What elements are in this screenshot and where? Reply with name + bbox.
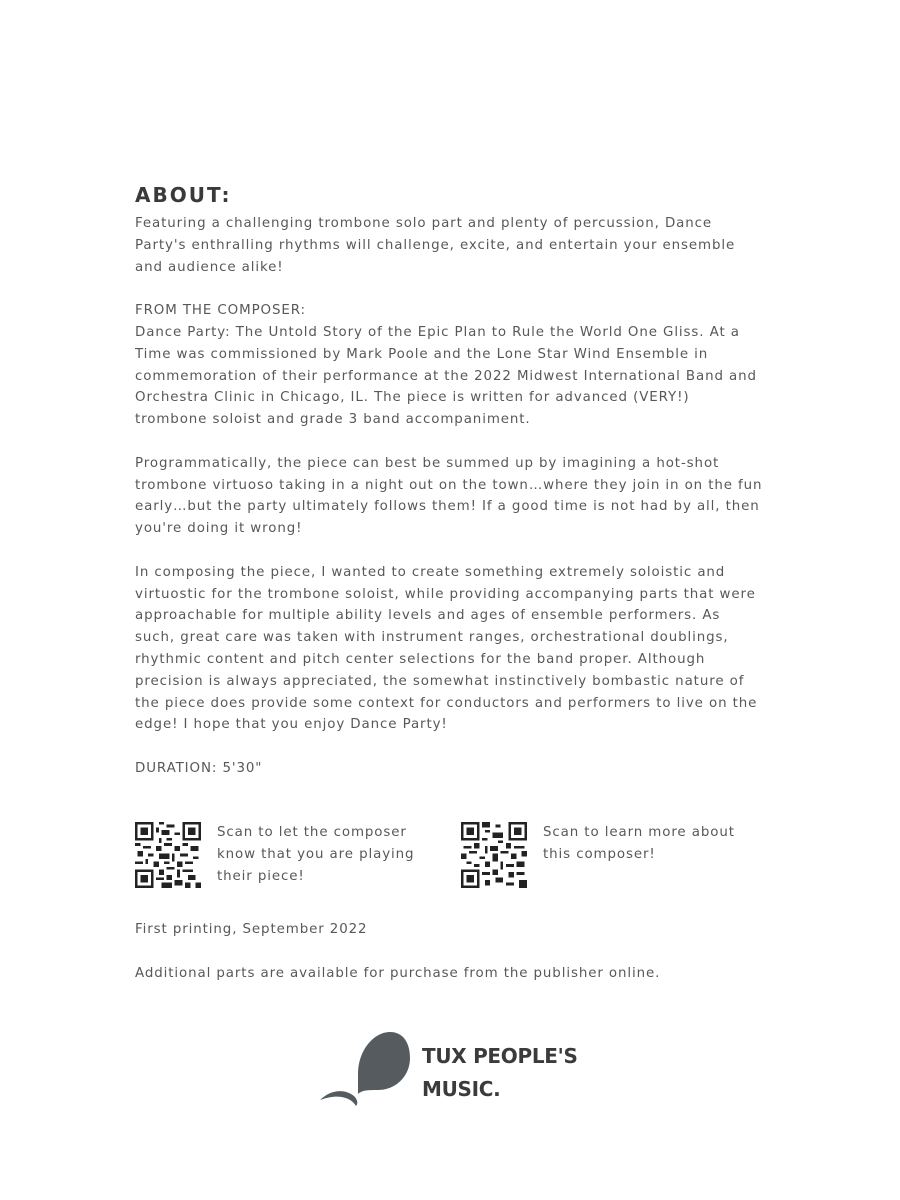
about-heading: ABOUT: bbox=[135, 183, 232, 207]
qr-block-composer-info bbox=[461, 822, 753, 888]
qr-composer-caption: Scan to learn more about this composer! bbox=[543, 825, 735, 862]
qr-feedback-caption: Scan to let the composer know that you are playing their piece! bbox=[217, 825, 415, 884]
additional-parts-note: Additional parts are available for purchase from the publisher online. bbox=[135, 966, 661, 981]
printing-note: First printing, September 2022 bbox=[135, 922, 368, 937]
publisher-logo bbox=[318, 1030, 608, 1110]
publisher-name-line2: MUSIC. bbox=[422, 1077, 501, 1101]
publisher-name-line1: TUX PEOPLE'S bbox=[422, 1044, 578, 1068]
qr-block-feedback bbox=[135, 822, 427, 888]
publisher-logo-icon bbox=[318, 1030, 413, 1110]
publisher-logo-text bbox=[422, 1040, 578, 1106]
composer-label: FROM THE COMPOSER: bbox=[135, 303, 306, 319]
qr-code-feedback-icon[interactable] bbox=[135, 822, 201, 888]
composer-paragraph-3: In composing the piece, I wanted to create something extremely soloistic and virtuostic for the trombone soloist, while providing accompanying parts that were approachable for multiple ability levels and ages of ensemble performers. As such, great care was taken with instrument ranges, orchestrational doublings, rhythmic content and pitch center selections for the band proper. Although precision is always appreciated, the somewhat instinctively bombastic nature of the piece does provide some context for conductors and performers to live on the edge! I hope that you enjoy Dance Party! bbox=[135, 564, 758, 733]
qr-codes-row bbox=[135, 822, 765, 892]
composer-paragraph-1: Dance Party: The Untold Story of the Epic Plan to Rule the World One Gliss. At a Time was commissioned by Mark Poole and the Lone Star Wind Ensemble in commemoration of their performance at the 2022 Midwest International Band and Orchestra Clinic in Chicago, IL. The piece is written for advanced (VERY!) trombone soloist and grade 3 band accompaniment. bbox=[135, 324, 757, 428]
qr-code-composer-icon[interactable] bbox=[461, 822, 527, 888]
composer-paragraph-2: Programmatically, the piece can best be summed up by imagining a hot-shot trombone virtuoso taking in a night out on the town…where they join in on the fun early…but the party ultimately follows them! If a good time is not had by all, then you're doing it wrong! bbox=[135, 455, 763, 537]
about-intro: Featuring a challenging trombone solo part and plenty of percussion, Dance Party's enthralling rhythms will challenge, excite, and entertain your ensemble and audience alike! bbox=[135, 216, 736, 275]
duration: DURATION: 5'30" bbox=[135, 760, 263, 776]
about-section bbox=[135, 183, 765, 780]
